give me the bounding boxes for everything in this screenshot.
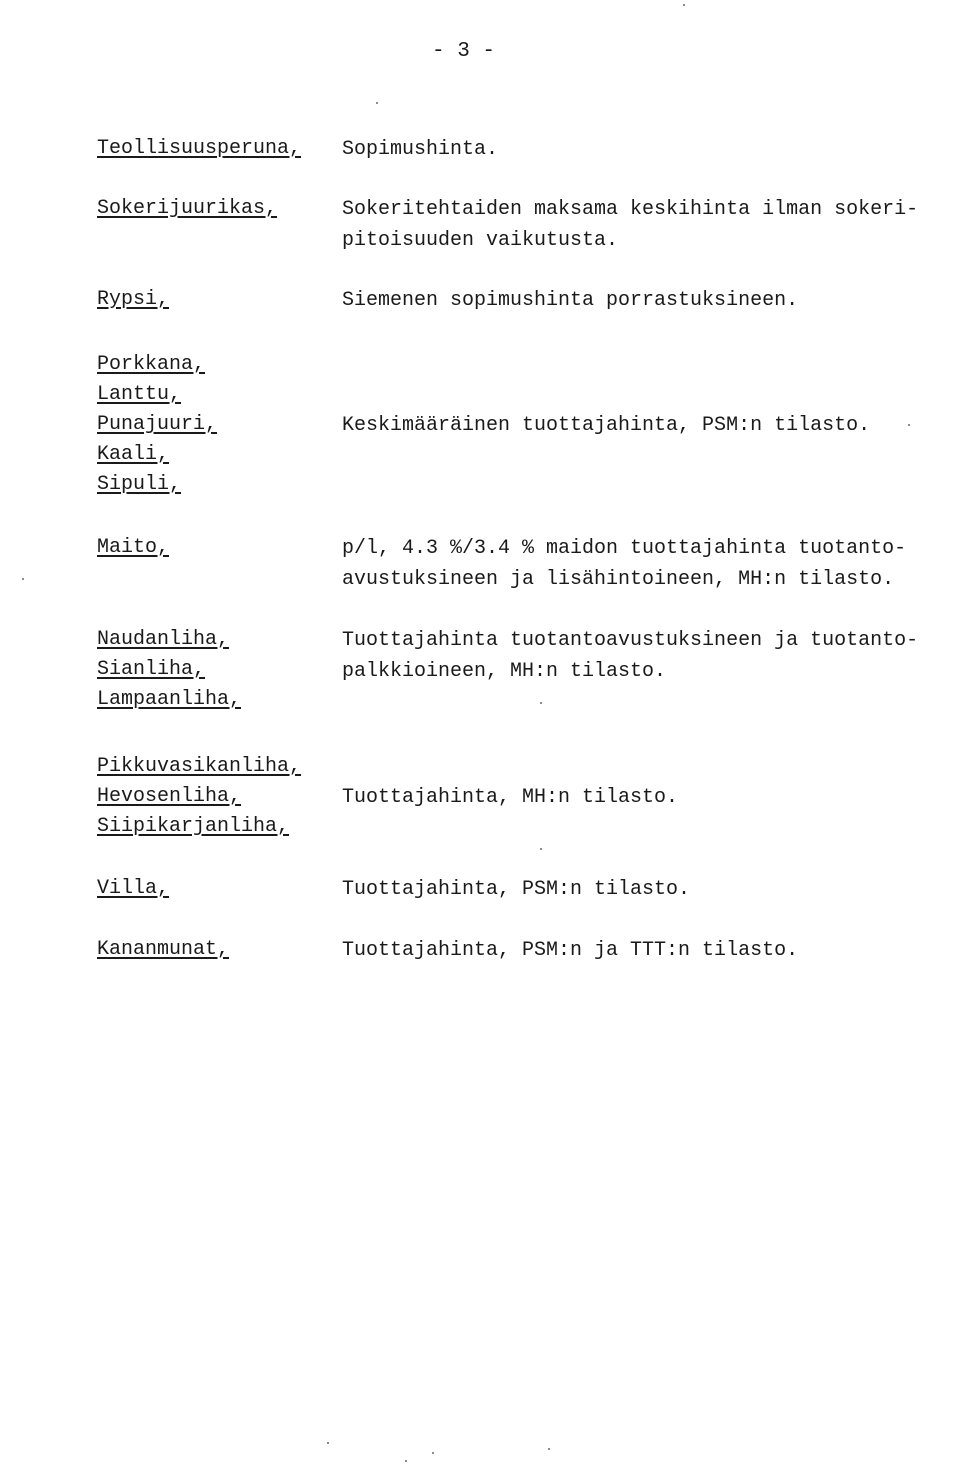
description-line: Tuottajahinta, PSM:n tilasto.: [342, 878, 691, 901]
term: Punajuuri,: [97, 413, 218, 436]
term: Kaali,: [97, 443, 170, 466]
entry-terms: [97, 350, 327, 500]
scan-speck: [432, 1452, 434, 1454]
term: Porkkana,: [97, 353, 206, 376]
scan-speck: [908, 424, 910, 426]
entry-description: [342, 285, 942, 316]
entry-terms: [97, 134, 327, 164]
entry-terms: [97, 752, 327, 842]
description-line: Tuottajahinta tuotantoavustuksineen ja tuotanto-: [342, 629, 919, 652]
description-line: Tuottajahinta, MH:n tilasto.: [342, 786, 679, 809]
entry-description: [342, 533, 942, 595]
entry-terms: [97, 533, 327, 563]
description-line: Tuottajahinta, PSM:n ja TTT:n tilasto.: [342, 939, 799, 962]
scan-speck: [540, 848, 542, 850]
scan-speck: [540, 702, 542, 704]
scan-speck: [327, 1442, 329, 1444]
term: Sianliha,: [97, 658, 206, 681]
term: Hevosenliha,: [97, 785, 242, 808]
term: Lampaanliha,: [97, 688, 242, 711]
entry-description: [342, 134, 942, 165]
description-line: Siemenen sopimushinta porrastuksineen.: [342, 289, 799, 312]
entry-description: [342, 782, 942, 813]
scan-speck: [22, 578, 24, 580]
term: Villa,: [97, 877, 170, 900]
entry-terms: [97, 194, 327, 224]
entry-description: [342, 410, 942, 441]
page-number: - 3 -: [432, 40, 496, 63]
description-line: Keskimääräinen tuottajahinta, PSM:n tilasto.: [342, 414, 871, 437]
entry-terms: [97, 874, 327, 904]
term: Rypsi,: [97, 288, 170, 311]
term: Siipikarjanliha,: [97, 815, 290, 838]
term: Maito,: [97, 536, 170, 559]
term: Kananmunat,: [97, 938, 230, 961]
description-line: pitoisuuden vaikutusta.: [342, 229, 619, 252]
term: Lanttu,: [97, 383, 182, 406]
description-line: avustuksineen ja lisähintoineen, MH:n tilasto.: [342, 568, 895, 591]
term: Teollisuusperuna,: [97, 137, 302, 160]
entry-terms: [97, 285, 327, 315]
entry-description: [342, 625, 942, 687]
scan-speck: [405, 1460, 407, 1462]
scan-speck: [683, 4, 685, 6]
term: Sokerijuurikas,: [97, 197, 278, 220]
term: Sipuli,: [97, 473, 182, 496]
scan-speck: [548, 1448, 550, 1450]
term: Pikkuvasikanliha,: [97, 755, 302, 778]
scan-speck: [376, 102, 378, 104]
entry-description: [342, 874, 942, 905]
description-line: Sopimushinta.: [342, 138, 499, 161]
entry-description: [342, 194, 942, 256]
description-line: Sokeritehtaiden maksama keskihinta ilman sokeri-: [342, 198, 919, 221]
entry-description: [342, 935, 942, 966]
term: Naudanliha,: [97, 628, 230, 651]
entry-terms: [97, 625, 327, 715]
entry-terms: [97, 935, 327, 965]
description-line: p/l, 4.3 %/3.4 % maidon tuottajahinta tuotanto-: [342, 537, 907, 560]
description-line: palkkioineen, MH:n tilasto.: [342, 660, 667, 683]
